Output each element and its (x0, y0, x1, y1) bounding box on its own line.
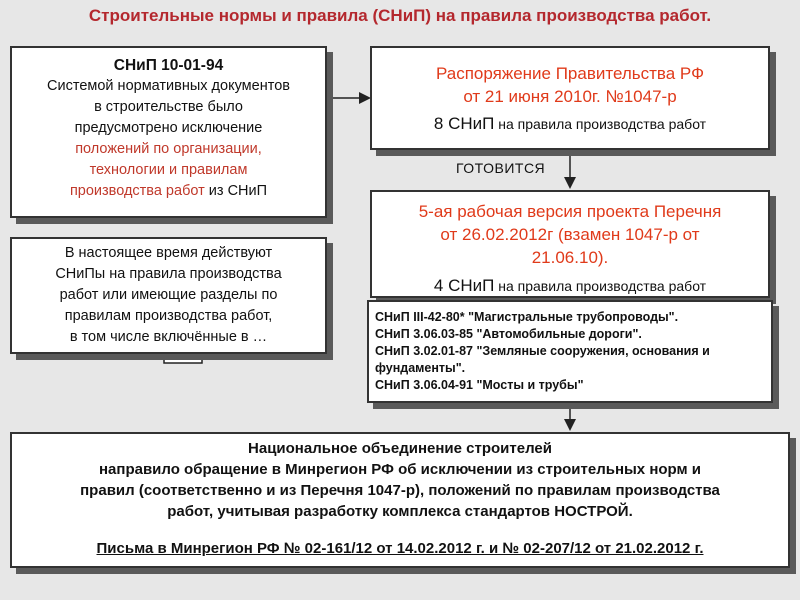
government-order-box (370, 46, 770, 150)
list-item: СНиП 3.02.01-87 "Земляные сооружения, основания и фундаменты". (375, 344, 710, 375)
box4-count-suffix: на правила производства работ (494, 278, 707, 294)
list-item: СНиП 3.06.03-85 "Автомобильные дороги". (375, 327, 642, 341)
box2-line1: Распоряжение Правительства РФ (435, 64, 705, 83)
slide-title: Строительные нормы и правила (СНиП) на правила производства работ. (88, 6, 712, 25)
working-version-box (370, 190, 770, 298)
box1-line5: технологии и правилам (89, 162, 248, 178)
box3-line4: правилам производства работ, (64, 308, 273, 324)
box1-line4: положений по организации, (75, 141, 262, 157)
box1-line2: в строительстве было (94, 99, 243, 115)
list-item: СНиП 3.06.04-91 "Мосты и трубы" (375, 378, 584, 392)
box3-line1: В настоящее время действуют (64, 245, 273, 261)
box6-line2: направило обращение в Минрегион РФ об исключении из строительных норм и (98, 461, 701, 478)
box2-count: 8 СНиП (433, 114, 495, 133)
box2-line3 (372, 114, 768, 134)
box6-line1: Национальное объединение строителей (248, 440, 552, 457)
snip-list-box (367, 300, 773, 403)
box1-heading: СНиП 10-01-94 (113, 57, 224, 74)
preparing-label: ГОТОВИТСЯ (456, 160, 546, 176)
snip-10-01-94-box (10, 46, 327, 218)
box2-line2: от 21 июня 2010г. №1047-р (463, 87, 677, 106)
box4-line3: 21.06.10). (531, 248, 609, 267)
box4-count: 4 СНиП (433, 276, 495, 295)
box4-line2: от 26.02.2012г (взамен 1047-р от (440, 225, 700, 244)
nostroy-appeal-box (10, 432, 790, 568)
box6-line3: правил (соответственно и из Перечня 1047-р), положений по правилам производства (80, 482, 720, 499)
box3-tab (164, 354, 202, 363)
box3-line5: в том числе включённые в … (69, 329, 268, 345)
box1-line6-red: производства работ (69, 183, 205, 199)
box4-line1: 5-ая рабочая версия проекта Перечня (418, 202, 722, 221)
box1-line3: предусмотрено исключение (74, 120, 263, 136)
box1-line6 (12, 181, 325, 202)
box1-line1: Системой нормативных документов (47, 78, 290, 94)
box4-line4 (372, 276, 768, 296)
list-item: СНиП III-42-80* "Магистральные трубопроводы". (375, 310, 679, 324)
letters-reference: Письма в Минрегион РФ № 02-161/12 от 14.02.2012 г. и № 02-207/12 от 21.02.2012 г. (96, 540, 704, 557)
box2-count-suffix: на правила производства работ (494, 116, 707, 132)
box3-line3: работ или имеющие разделы по (59, 287, 278, 303)
box3-line2: СНиПы на правила производства (55, 266, 282, 282)
box6-line4: работ, учитывая разработку комплекса стандартов НОСТРОЙ. (167, 503, 633, 520)
box1-line6-black: из СНиП (204, 183, 268, 199)
current-snip-box (10, 237, 327, 354)
